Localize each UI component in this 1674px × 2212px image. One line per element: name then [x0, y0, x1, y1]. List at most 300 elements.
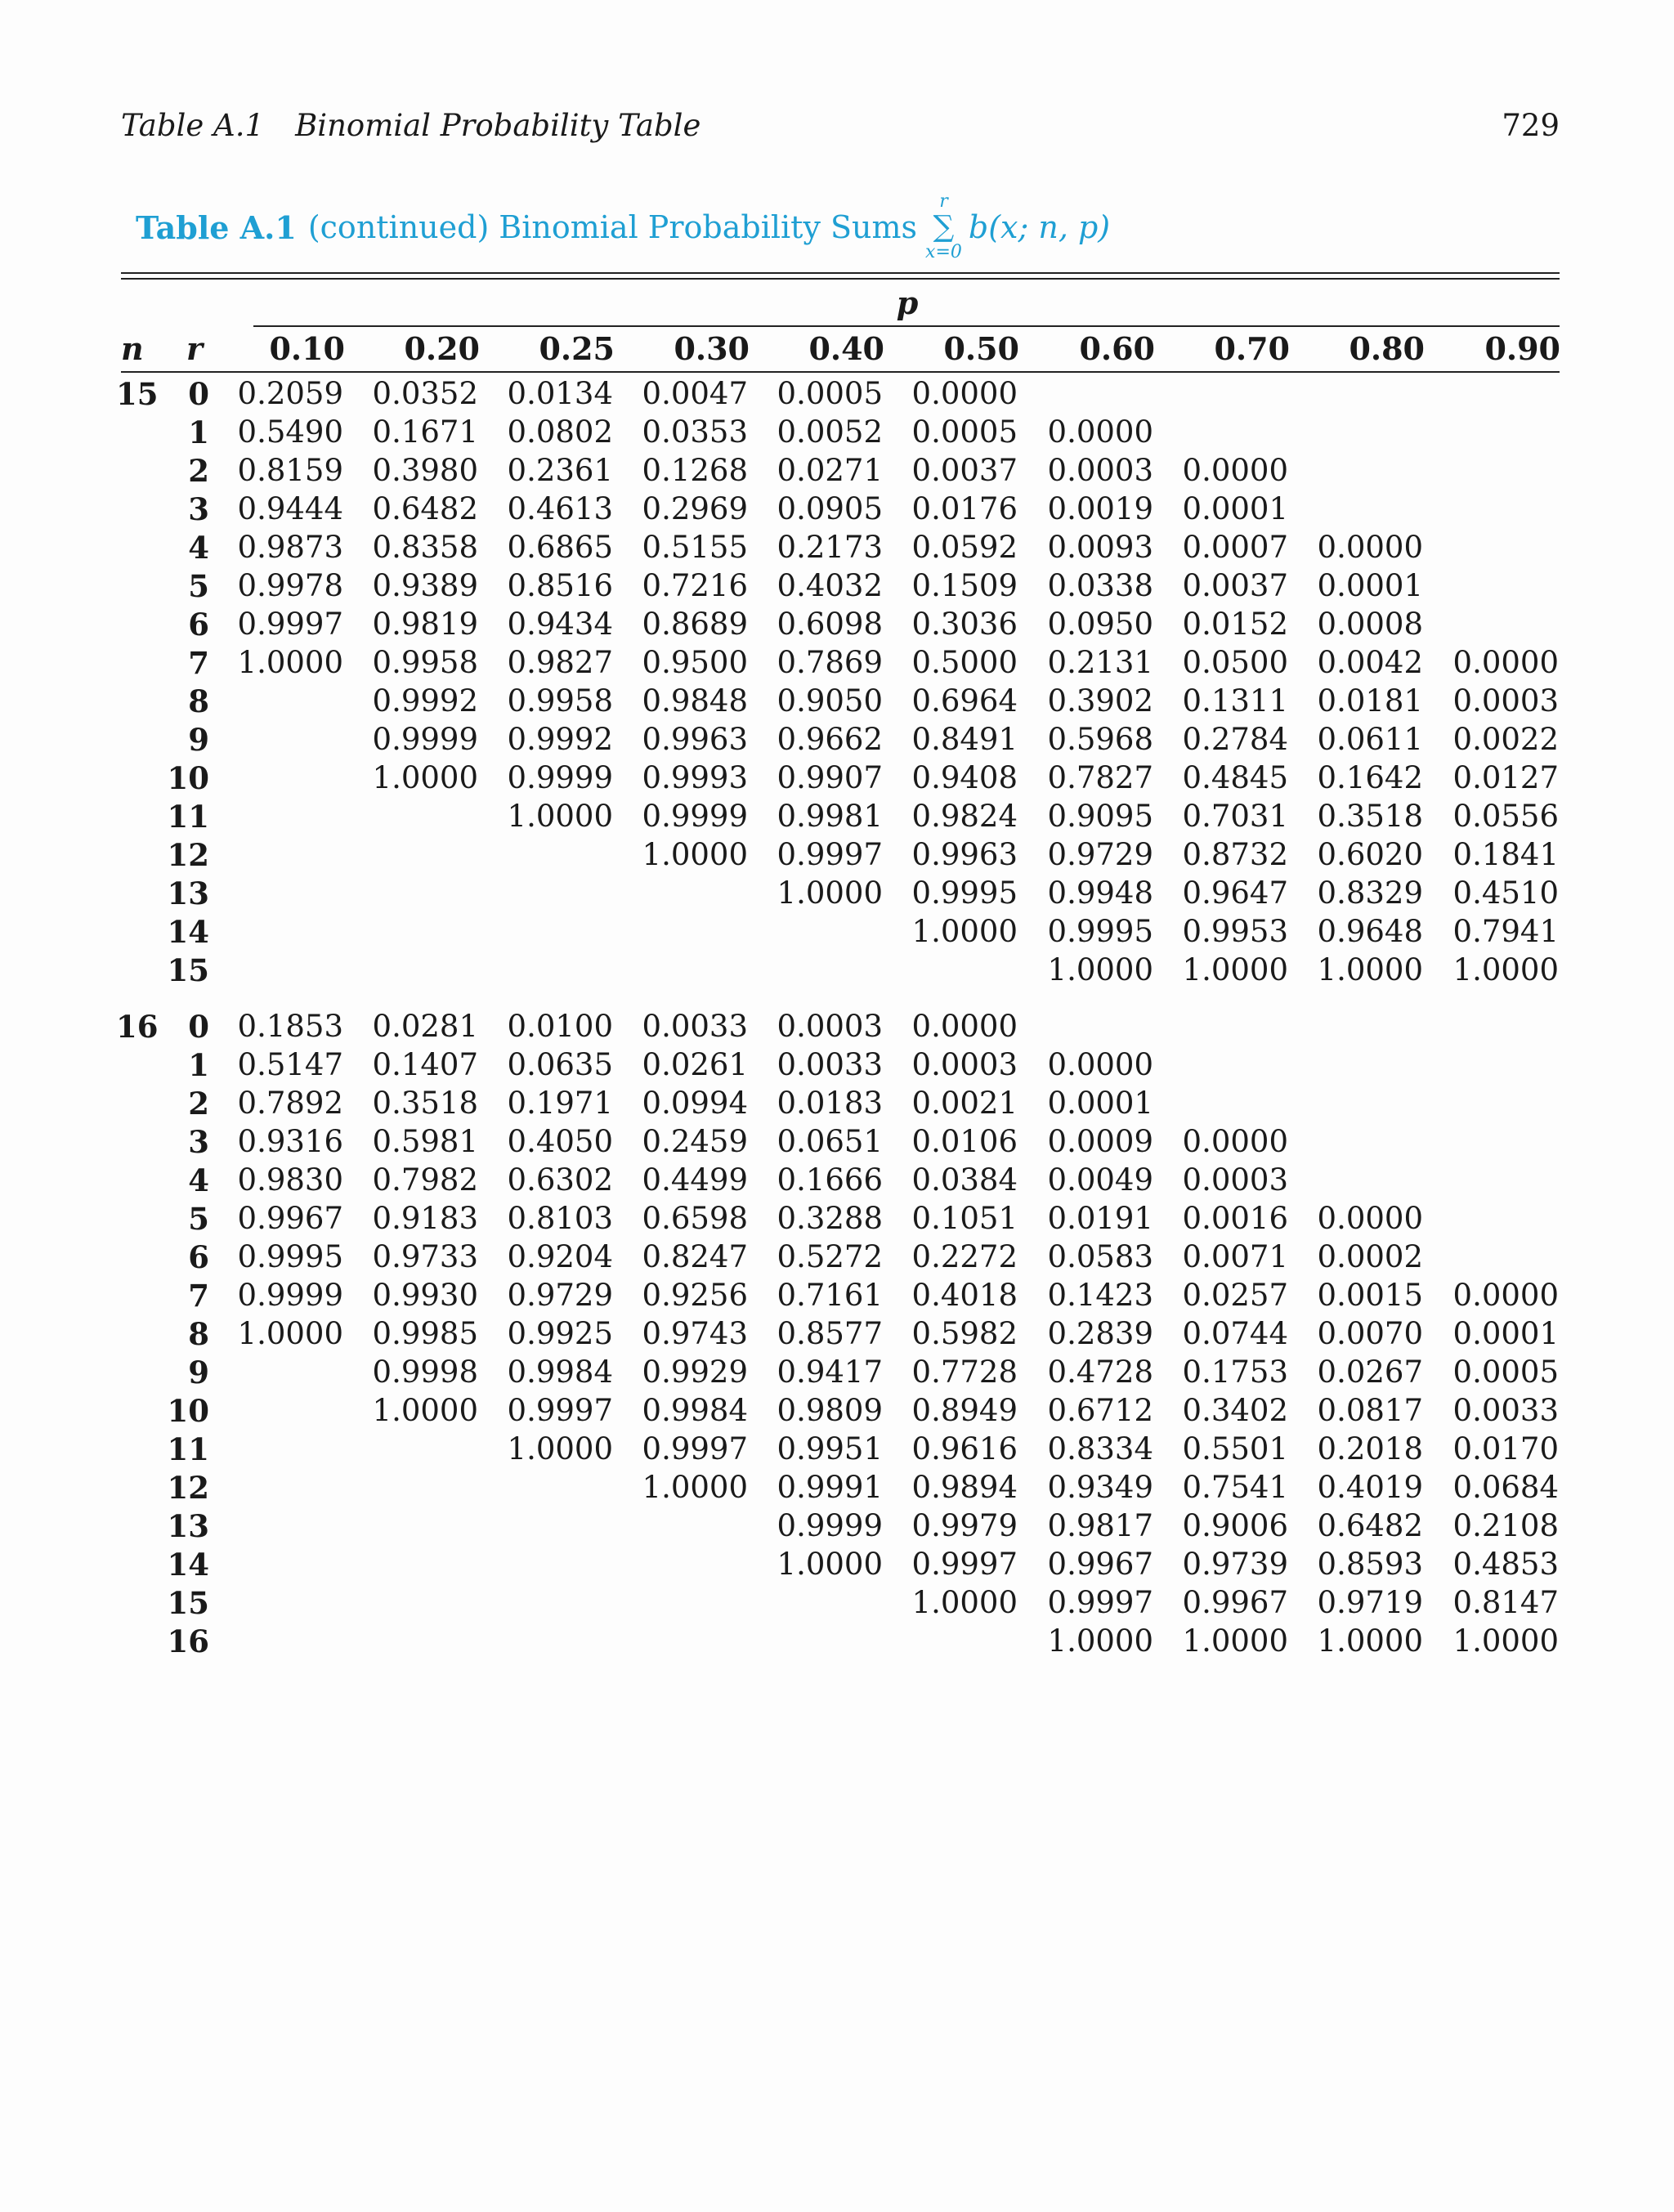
column-header-p: 0.40 — [808, 330, 884, 367]
r-value: 12 — [167, 1470, 209, 1506]
probability-cell: 0.9616 — [911, 1431, 1018, 1466]
probability-cell: 1.0000 — [1182, 1623, 1288, 1659]
probability-cell: 0.0994 — [642, 1086, 748, 1121]
probability-cell: 1.0000 — [1452, 1623, 1559, 1659]
probability-cell: 0.0592 — [911, 530, 1018, 565]
r-value: 15 — [167, 952, 209, 988]
probability-cell: 0.1971 — [507, 1086, 613, 1121]
r-value: 11 — [167, 799, 209, 835]
caption-text: Binomial Probability Sums — [499, 209, 918, 245]
probability-cell: 0.0005 — [777, 376, 883, 411]
r-value: 3 — [188, 491, 209, 527]
r-value: 6 — [188, 1239, 209, 1275]
probability-cell: 0.2173 — [777, 530, 883, 565]
probability-cell: 0.7031 — [1182, 799, 1288, 834]
r-value: 9 — [188, 722, 209, 758]
probability-cell: 0.5155 — [642, 530, 748, 565]
r-value: 1 — [188, 1047, 209, 1083]
table-row — [0, 530, 1674, 568]
r-value: 13 — [167, 1508, 209, 1544]
probability-cell: 0.3902 — [1047, 683, 1153, 719]
probability-cell: 0.9999 — [777, 1508, 883, 1543]
column-header-row — [0, 330, 1674, 369]
probability-cell: 0.9985 — [372, 1316, 478, 1351]
probability-cell: 0.7892 — [237, 1086, 343, 1121]
probability-cell: 0.8334 — [1047, 1431, 1153, 1466]
probability-cell: 0.0000 — [1452, 645, 1559, 680]
probability-cell: 0.0000 — [1452, 1278, 1559, 1313]
probability-cell: 0.0281 — [372, 1009, 478, 1044]
probability-cell: 0.0000 — [911, 1009, 1018, 1044]
r-value: 3 — [188, 1124, 209, 1160]
probability-cell: 0.9095 — [1047, 799, 1153, 834]
r-value: 16 — [167, 1623, 209, 1659]
probability-cell: 0.0003 — [777, 1009, 883, 1044]
probability-cell: 0.4499 — [642, 1162, 748, 1198]
probability-cell: 0.9316 — [237, 1124, 343, 1159]
r-value: 14 — [167, 914, 209, 950]
probability-cell: 0.0005 — [911, 414, 1018, 450]
r-value: 0 — [188, 376, 209, 412]
probability-cell: 0.9929 — [642, 1355, 748, 1390]
probability-cell: 0.0001 — [1047, 1086, 1153, 1121]
probability-cell: 0.8103 — [507, 1201, 613, 1236]
column-header-p: 0.10 — [269, 330, 345, 367]
table-row — [0, 799, 1674, 837]
probability-cell: 0.3036 — [911, 607, 1018, 642]
probability-cell: 0.0000 — [1317, 1201, 1423, 1236]
probability-cell: 0.9967 — [1182, 1585, 1288, 1620]
probability-cell: 0.9256 — [642, 1278, 748, 1313]
caption-expression: b(x; n, p) — [968, 209, 1111, 245]
r-value: 13 — [167, 875, 209, 911]
probability-cell: 0.0611 — [1317, 722, 1423, 757]
probability-cell: 0.0009 — [1047, 1124, 1153, 1159]
probability-cell: 0.0261 — [642, 1047, 748, 1082]
probability-cell: 0.9006 — [1182, 1508, 1288, 1543]
summation-symbol — [925, 193, 962, 262]
table-row — [0, 1547, 1674, 1585]
table-row — [0, 1009, 1674, 1047]
probability-cell: 0.9050 — [777, 683, 883, 719]
probability-cell: 0.0183 — [777, 1086, 883, 1121]
probability-cell: 0.5272 — [777, 1239, 883, 1274]
caption-label: Table A.1 — [136, 208, 297, 246]
column-header-r: r — [186, 330, 204, 367]
probability-cell: 0.9984 — [642, 1393, 748, 1428]
probability-cell: 0.0100 — [507, 1009, 613, 1044]
probability-cell: 0.0000 — [1182, 453, 1288, 488]
probability-cell: 0.0651 — [777, 1124, 883, 1159]
probability-cell: 0.9729 — [1047, 837, 1153, 872]
top-rule — [121, 272, 1560, 274]
probability-cell: 0.7541 — [1182, 1470, 1288, 1505]
probability-cell: 0.9999 — [237, 1278, 343, 1313]
probability-cell: 0.4018 — [911, 1278, 1018, 1313]
column-header-p: 0.80 — [1349, 330, 1425, 367]
table-row — [0, 1086, 1674, 1124]
probability-cell: 1.0000 — [507, 1431, 613, 1466]
probability-cell: 0.8516 — [507, 568, 613, 603]
probability-cell: 0.0000 — [1182, 1124, 1288, 1159]
r-value: 6 — [188, 607, 209, 643]
table-row — [0, 1201, 1674, 1239]
caption-continued: (continued) — [307, 209, 490, 245]
table-caption — [136, 193, 1110, 262]
table-row — [0, 875, 1674, 914]
probability-cell: 0.4845 — [1182, 760, 1288, 795]
probability-cell: 0.0015 — [1317, 1278, 1423, 1313]
probability-cell: 0.9997 — [1047, 1585, 1153, 1620]
running-title-text: Binomial Probability Table — [295, 108, 701, 143]
probability-cell: 0.9648 — [1317, 914, 1423, 949]
probability-cell: 0.9991 — [777, 1470, 883, 1505]
probability-cell: 0.0070 — [1317, 1316, 1423, 1351]
probability-cell: 0.9824 — [911, 799, 1018, 834]
probability-cell: 0.0271 — [777, 453, 883, 488]
probability-cell: 0.7728 — [911, 1355, 1018, 1390]
probability-cell: 0.6482 — [372, 491, 478, 526]
probability-cell: 0.9739 — [1182, 1547, 1288, 1582]
probability-cell: 0.0817 — [1317, 1393, 1423, 1428]
probability-cell: 1.0000 — [237, 1316, 343, 1351]
probability-cell: 0.0384 — [911, 1162, 1018, 1198]
probability-cell: 0.6020 — [1317, 837, 1423, 872]
probability-cell: 0.9873 — [237, 530, 343, 565]
probability-cell: 0.8491 — [911, 722, 1018, 757]
probability-cell: 0.9958 — [507, 683, 613, 719]
probability-cell: 1.0000 — [1452, 952, 1559, 987]
probability-cell: 0.0905 — [777, 491, 883, 526]
probability-cell: 0.2059 — [237, 376, 343, 411]
r-value: 10 — [167, 1393, 209, 1429]
probability-cell: 0.1268 — [642, 453, 748, 488]
table-row — [0, 1162, 1674, 1201]
header-rule — [121, 371, 1560, 373]
probability-cell: 0.0047 — [642, 376, 748, 411]
probability-cell: 1.0000 — [1047, 952, 1153, 987]
probability-cell: 0.9997 — [642, 1431, 748, 1466]
table-row — [0, 1393, 1674, 1431]
r-value: 0 — [188, 1009, 209, 1045]
probability-cell: 0.0052 — [777, 414, 883, 450]
probability-cell: 0.0000 — [911, 376, 1018, 411]
probability-cell: 0.0950 — [1047, 607, 1153, 642]
table-row — [0, 491, 1674, 530]
table-row — [0, 1508, 1674, 1547]
probability-cell: 0.1666 — [777, 1162, 883, 1198]
probability-cell: 0.8689 — [642, 607, 748, 642]
probability-cell: 1.0000 — [1047, 1623, 1153, 1659]
column-header-p: 0.50 — [943, 330, 1019, 367]
probability-cell: 0.9992 — [372, 683, 478, 719]
probability-cell: 0.4019 — [1317, 1470, 1423, 1505]
r-value: 4 — [188, 530, 209, 566]
probability-cell: 0.0033 — [642, 1009, 748, 1044]
probability-cell: 0.4853 — [1452, 1547, 1559, 1582]
probability-cell: 0.1407 — [372, 1047, 478, 1082]
probability-cell: 0.0019 — [1047, 491, 1153, 526]
table-row — [0, 1623, 1674, 1662]
probability-cell: 0.9930 — [372, 1278, 478, 1313]
probability-cell: 0.2361 — [507, 453, 613, 488]
probability-cell: 0.9995 — [911, 875, 1018, 911]
probability-cell: 0.9992 — [507, 722, 613, 757]
p-span-rule — [253, 325, 1560, 327]
probability-cell: 0.0353 — [642, 414, 748, 450]
probability-cell: 0.0352 — [372, 376, 478, 411]
probability-cell: 0.3518 — [372, 1086, 478, 1121]
probability-cell: 0.0001 — [1452, 1316, 1559, 1351]
table-row — [0, 414, 1674, 453]
probability-cell: 0.0635 — [507, 1047, 613, 1082]
probability-cell: 0.9967 — [237, 1201, 343, 1236]
probability-cell: 0.0003 — [911, 1047, 1018, 1082]
probability-cell: 0.5490 — [237, 414, 343, 450]
p-axis-label: p — [896, 284, 919, 321]
probability-cell: 1.0000 — [911, 1585, 1018, 1620]
probability-cell: 0.9389 — [372, 568, 478, 603]
probability-cell: 0.9349 — [1047, 1470, 1153, 1505]
probability-cell: 0.0191 — [1047, 1201, 1153, 1236]
r-value: 14 — [167, 1547, 209, 1583]
probability-cell: 0.0583 — [1047, 1239, 1153, 1274]
probability-cell: 0.9984 — [507, 1355, 613, 1390]
probability-cell: 0.8329 — [1317, 875, 1423, 911]
probability-cell: 0.0002 — [1317, 1239, 1423, 1274]
probability-cell: 0.9967 — [1047, 1547, 1153, 1582]
table-row — [0, 1585, 1674, 1623]
probability-cell: 0.9809 — [777, 1393, 883, 1428]
probability-cell: 0.8949 — [911, 1393, 1018, 1428]
probability-cell: 1.0000 — [372, 760, 478, 795]
probability-cell: 0.9500 — [642, 645, 748, 680]
r-value: 2 — [188, 453, 209, 489]
probability-cell: 0.0071 — [1182, 1239, 1288, 1274]
probability-cell: 1.0000 — [911, 914, 1018, 949]
probability-cell: 0.2272 — [911, 1239, 1018, 1274]
probability-cell: 0.9817 — [1047, 1508, 1153, 1543]
probability-cell: 0.9647 — [1182, 875, 1288, 911]
probability-cell: 0.1841 — [1452, 837, 1559, 872]
r-value: 2 — [188, 1086, 209, 1122]
r-value: 9 — [188, 1355, 209, 1390]
probability-cell: 0.9894 — [911, 1470, 1018, 1505]
probability-cell: 0.8247 — [642, 1239, 748, 1274]
table-row — [0, 1355, 1674, 1393]
probability-cell: 0.9183 — [372, 1201, 478, 1236]
probability-cell: 0.6964 — [911, 683, 1018, 719]
probability-cell: 1.0000 — [1182, 952, 1288, 987]
table-row — [0, 760, 1674, 799]
probability-cell: 0.9997 — [777, 837, 883, 872]
probability-cell: 0.9999 — [507, 760, 613, 795]
table-row — [0, 1239, 1674, 1278]
r-value: 7 — [188, 1278, 209, 1314]
r-value: 5 — [188, 1201, 209, 1237]
probability-cell: 0.1642 — [1317, 760, 1423, 795]
probability-cell: 1.0000 — [642, 837, 748, 872]
probability-cell: 0.5981 — [372, 1124, 478, 1159]
probability-cell: 0.0005 — [1452, 1355, 1559, 1390]
probability-cell: 0.9981 — [777, 799, 883, 834]
probability-cell: 0.9204 — [507, 1239, 613, 1274]
probability-cell: 0.5000 — [911, 645, 1018, 680]
probability-cell: 0.0003 — [1047, 453, 1153, 488]
probability-cell: 0.2108 — [1452, 1508, 1559, 1543]
table-row — [0, 1124, 1674, 1162]
probability-cell: 0.4032 — [777, 568, 883, 603]
probability-cell: 0.0257 — [1182, 1278, 1288, 1313]
column-header-p: 0.20 — [404, 330, 480, 367]
probability-cell: 0.2784 — [1182, 722, 1288, 757]
probability-cell: 0.9848 — [642, 683, 748, 719]
probability-cell: 0.8358 — [372, 530, 478, 565]
probability-cell: 0.1311 — [1182, 683, 1288, 719]
n-value: 15 — [116, 376, 159, 412]
probability-cell: 0.9951 — [777, 1431, 883, 1466]
probability-cell: 0.5968 — [1047, 722, 1153, 757]
probability-cell: 0.0152 — [1182, 607, 1288, 642]
probability-cell: 0.8159 — [237, 453, 343, 488]
probability-cell: 1.0000 — [507, 799, 613, 834]
probability-cell: 0.9999 — [372, 722, 478, 757]
table-row — [0, 914, 1674, 952]
probability-cell: 0.4728 — [1047, 1355, 1153, 1390]
probability-cell: 0.9819 — [372, 607, 478, 642]
probability-cell: 0.0000 — [1047, 414, 1153, 450]
probability-cell: 0.9719 — [1317, 1585, 1423, 1620]
probability-cell: 0.0170 — [1452, 1431, 1559, 1466]
probability-cell: 0.7161 — [777, 1278, 883, 1313]
probability-cell: 0.9963 — [911, 837, 1018, 872]
r-value: 8 — [188, 683, 209, 719]
probability-cell: 0.2018 — [1317, 1431, 1423, 1466]
probability-cell: 0.9995 — [237, 1239, 343, 1274]
probability-cell: 0.1051 — [911, 1201, 1018, 1236]
probability-cell: 0.9993 — [642, 760, 748, 795]
probability-cell: 0.7982 — [372, 1162, 478, 1198]
probability-cell: 0.9997 — [911, 1547, 1018, 1582]
table-row — [0, 722, 1674, 760]
probability-cell: 0.9830 — [237, 1162, 343, 1198]
probability-cell: 0.6302 — [507, 1162, 613, 1198]
column-header-p: 0.70 — [1214, 330, 1290, 367]
probability-cell: 0.9743 — [642, 1316, 748, 1351]
probability-cell: 0.0042 — [1317, 645, 1423, 680]
summation-upper-limit: r — [939, 191, 948, 212]
probability-cell: 0.0556 — [1452, 799, 1559, 834]
column-header-n: n — [121, 330, 144, 367]
table-row — [0, 837, 1674, 875]
running-title-label: Table A.1 — [121, 108, 265, 143]
probability-cell: 0.0003 — [1452, 683, 1559, 719]
probability-cell: 0.0744 — [1182, 1316, 1288, 1351]
probability-cell: 0.0176 — [911, 491, 1018, 526]
probability-cell: 0.9998 — [372, 1355, 478, 1390]
probability-cell: 0.8593 — [1317, 1547, 1423, 1582]
probability-cell: 0.9997 — [507, 1393, 613, 1428]
table-row — [0, 683, 1674, 722]
probability-cell: 0.5147 — [237, 1047, 343, 1082]
table-row — [0, 376, 1674, 414]
probability-cell: 0.2459 — [642, 1124, 748, 1159]
probability-cell: 0.9997 — [237, 607, 343, 642]
table-row — [0, 1047, 1674, 1086]
probability-cell: 0.0134 — [507, 376, 613, 411]
r-value: 5 — [188, 568, 209, 604]
probability-cell: 0.8147 — [1452, 1585, 1559, 1620]
running-title — [121, 108, 700, 143]
probability-cell: 0.0000 — [1047, 1047, 1153, 1082]
r-value: 11 — [167, 1431, 209, 1467]
probability-cell: 0.4050 — [507, 1124, 613, 1159]
probability-cell: 0.0049 — [1047, 1162, 1153, 1198]
probability-cell: 0.6482 — [1317, 1508, 1423, 1543]
probability-cell: 0.9963 — [642, 722, 748, 757]
summation-lower-limit: x=0 — [925, 242, 962, 262]
table-block-n16 — [0, 1009, 1674, 1662]
probability-cell: 0.0093 — [1047, 530, 1153, 565]
probability-cell: 0.0037 — [1182, 568, 1288, 603]
probability-cell: 0.0684 — [1452, 1470, 1559, 1505]
probability-cell: 1.0000 — [642, 1470, 748, 1505]
column-header-p: 0.30 — [674, 330, 750, 367]
r-value: 8 — [188, 1316, 209, 1352]
probability-cell: 0.9958 — [372, 645, 478, 680]
column-header-p: 0.90 — [1484, 330, 1560, 367]
probability-cell: 1.0000 — [237, 645, 343, 680]
probability-cell: 0.7941 — [1452, 914, 1559, 949]
probability-cell: 0.0033 — [777, 1047, 883, 1082]
probability-cell: 0.3402 — [1182, 1393, 1288, 1428]
probability-cell: 0.0181 — [1317, 683, 1423, 719]
probability-cell: 0.7827 — [1047, 760, 1153, 795]
probability-cell: 0.0267 — [1317, 1355, 1423, 1390]
probability-cell: 0.0016 — [1182, 1201, 1288, 1236]
probability-cell: 0.9907 — [777, 760, 883, 795]
table-row — [0, 453, 1674, 491]
probability-cell: 0.0001 — [1182, 491, 1288, 526]
sigma-glyph: ∑ — [933, 210, 955, 244]
probability-cell: 1.0000 — [372, 1393, 478, 1428]
table-block-n15 — [0, 376, 1674, 991]
r-value: 1 — [188, 414, 209, 450]
probability-cell: 0.6098 — [777, 607, 883, 642]
probability-cell: 0.5982 — [911, 1316, 1018, 1351]
probability-cell: 0.9953 — [1182, 914, 1288, 949]
probability-cell: 0.6712 — [1047, 1393, 1153, 1428]
r-value: 10 — [167, 760, 209, 796]
probability-cell: 0.2969 — [642, 491, 748, 526]
probability-cell: 1.0000 — [1317, 1623, 1423, 1659]
probability-cell: 0.9948 — [1047, 875, 1153, 911]
table-row — [0, 1470, 1674, 1508]
probability-cell: 0.9408 — [911, 760, 1018, 795]
table-row — [0, 952, 1674, 991]
probability-cell: 0.6865 — [507, 530, 613, 565]
probability-cell: 0.9417 — [777, 1355, 883, 1390]
probability-cell: 0.9729 — [507, 1278, 613, 1313]
probability-cell: 0.9733 — [372, 1239, 478, 1274]
probability-cell: 0.9444 — [237, 491, 343, 526]
probability-cell: 0.0007 — [1182, 530, 1288, 565]
probability-cell: 0.1671 — [372, 414, 478, 450]
table-row — [0, 568, 1674, 607]
probability-cell: 0.1509 — [911, 568, 1018, 603]
column-header-p: 0.25 — [539, 330, 615, 367]
probability-cell: 0.9827 — [507, 645, 613, 680]
